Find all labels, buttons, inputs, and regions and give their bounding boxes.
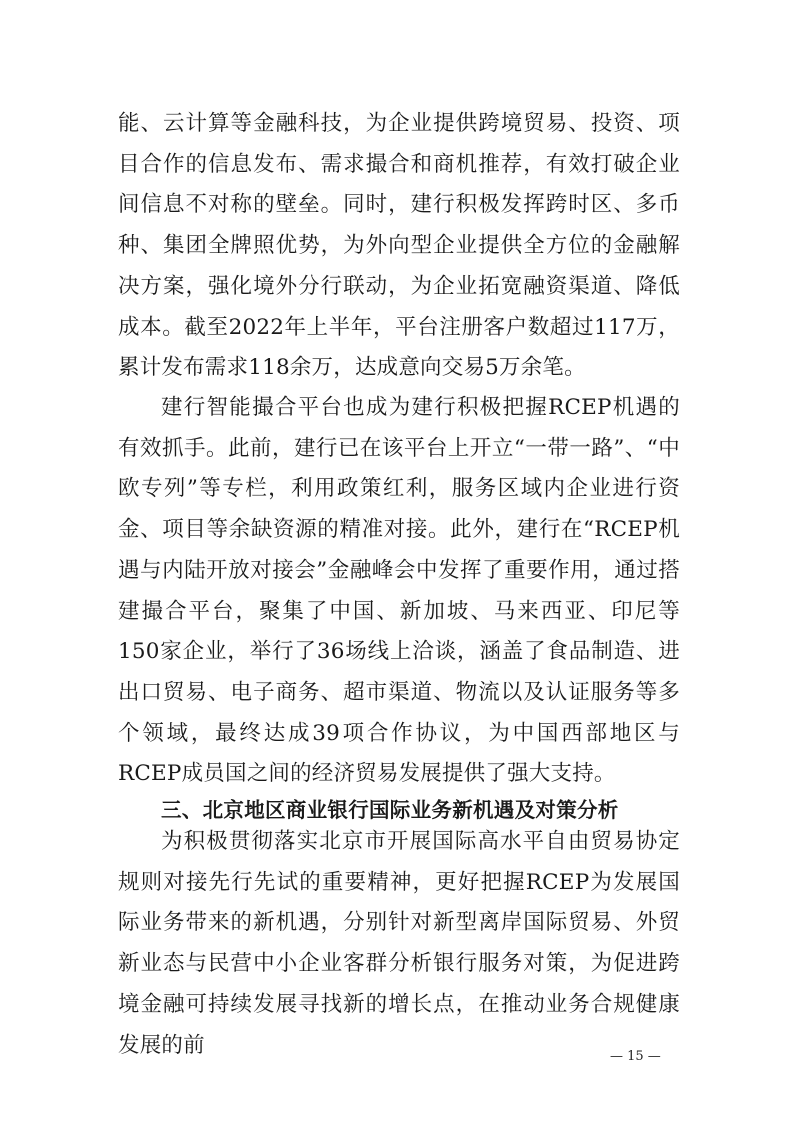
body-paragraph: 为积极贯彻落实北京市开展国际高水平自由贸易协定规则对接先行先试的重要精神，更好把握RCEP为发展国际业务带来的新机遇，分别针对新型离岸国际贸易、外贸新业态与民营中小企业客群分析银行服务对策，为促进跨境金融可持续发展寻找新的增长点，在推动业务合规健康发展的前 xyxy=(118,829,680,1058)
section-heading: 三、北京地区商业银行国际业务新机遇及对策分析 xyxy=(161,798,619,822)
body-paragraph: 能、云计算等金融科技，为企业提供跨境贸易、投资、项目合作的信息发布、需求撮合和商机推荐，有效打破企业间信息不对称的壁垒。同时，建行积极发挥跨时区、多币种、集团全牌照优势，为外向型企业提供全方位的金融解决方案，强化境外分行联动，为企业拓宽融资渠道、降低成本。截至2022年上半年，平台注册客户数超过117万，累计发布需求118余万，达成意向交易5万余笔。 xyxy=(118,111,680,381)
page-number: — 15 — xyxy=(610,1049,661,1064)
body-paragraph: 建行智能撮合平台也成为建行积极把握RCEP机遇的有效抓手。此前，建行已在该平台上开立“一带一路”、“中欧专列”等专栏，利用政策红利，服务区域内企业进行资金、项目等余缺资源的精准对接。此外，建行在“RCEP机遇与内陆开放对接会”金融峰会中发挥了重要作用，通过搭建撮合平台，聚集了中国、新加坡、马来西亚、印尼等150家企业，举行了36场线上洽谈，涵盖了食品制造、进出口贸易、电子商务、超市渠道、物流以及认证服务等多个领域，最终达成39项合作协议，为中国西部地区与RCEP成员国之间的经济贸易发展提供了强大支持。 xyxy=(118,395,680,787)
